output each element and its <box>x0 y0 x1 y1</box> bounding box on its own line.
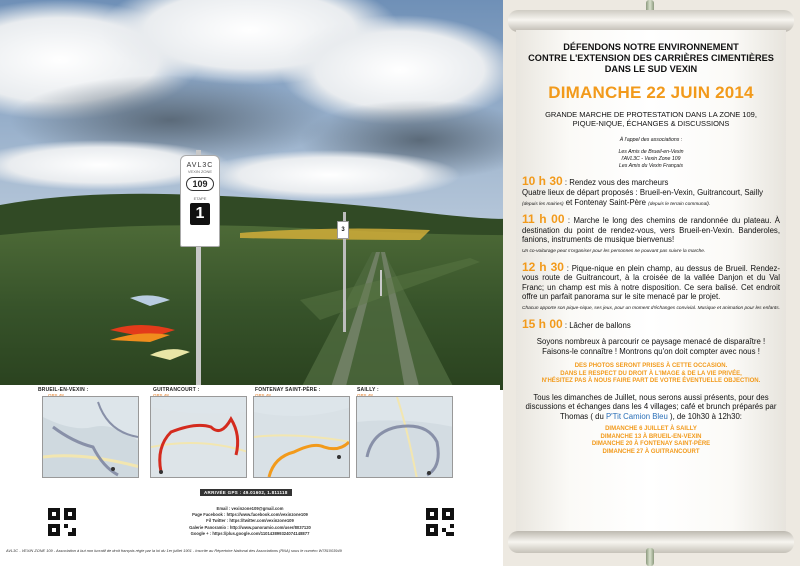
association-1: Les Amis de Brueil-en-Vexin <box>618 149 684 156</box>
text-1230-a: : Pique-nique en plein champ, au dessus de Brueil. Rendez-vous route de Guitrancourt, à la croisée de la vallée Danjon et du Val Franc; un champ est mis à notre disposition. Ce sera balisé. Cet endroit offre un parfait panorama sur le site menacé par le projet. <box>522 263 780 302</box>
sunday-text-a: Tous les dimanches de Juillet, nous serons aussi présents, pour des discussions et échanges dans les 4 villages; café et brunch préparés par Thomas ( du <box>525 392 777 421</box>
schedule-1100 <box>522 212 781 255</box>
heading-line-1: DÉFENDONS NOTRE ENVIRONNEMENT <box>563 42 739 52</box>
sunday-text-b: ), de 10h30 à 12h30: <box>667 411 742 421</box>
qr-code-right <box>426 508 454 536</box>
contact-list <box>120 506 380 537</box>
time-1030: 10 h 30 <box>522 174 563 189</box>
trail-marker-far: 3 <box>337 221 349 239</box>
map-label-brueil: BRUEIL-EN-VEXIN : <box>38 387 89 393</box>
heading-line-2: CONTRE L'EXTENSION DES CARRIÈRES CIMENTIÈRES <box>528 53 774 63</box>
map-sailly <box>356 396 453 478</box>
sunday-date-1: DIMANCHE 6 JUILLET À SAILLY <box>605 426 697 433</box>
contact-panoramio[interactable]: Galerie Panoramio : http://www.panoramio.com/user/8037120 <box>189 524 311 530</box>
photo-notice-2: DANS LE RESPECT DU DROIT À L'IMAGE & DE LA VIE PRIVÉE, <box>560 370 742 377</box>
photo-notice-3: N'HÉSITEZ PAS À NOUS FAIRE PART DE VOTRE ÉVENTUELLE OBJECTION. <box>541 378 761 385</box>
sunday-info <box>522 393 780 422</box>
marker-number: 109 <box>186 177 213 191</box>
map-fontenay-graphic <box>254 397 350 478</box>
association-2: l'AVL3C - Vexin Zone 109 <box>621 156 681 163</box>
contact-twitter[interactable]: Fil Twitter : https://twitter.com/vexinzone109 <box>206 518 294 524</box>
sunday-date-3: DIMANCHE 20 À FONTENAY SAINT-PÈRE <box>591 441 711 448</box>
time-1500: 15 h 00 <box>522 316 563 331</box>
photo-notice-1: DES PHOTOS SERONT PRISES À CETTE OCCASION. <box>574 363 728 370</box>
text-1230-b: Chacun apporte son pique-nique, ses jeux, pour un moment d'échanges convivial. Musique et animation pour les enfants. <box>522 305 780 311</box>
time-1230: 12 h 30 <box>522 259 564 274</box>
flyer-text <box>522 42 780 456</box>
marker-digit: 1 <box>190 203 210 225</box>
time-1100: 11 h 00 <box>522 212 565 227</box>
sunday-date-4: DIMANCHE 27 À GUITRANCOURT <box>602 448 700 455</box>
event-subtitle-2: PIQUE-NIQUE, ÉCHANGES & DISCUSSIONS <box>572 119 730 129</box>
text-1030-b: Quatre lieux de départ proposés : Brueil-en-Vexin, Guitrancourt, Sailly <box>522 188 763 197</box>
maps-section <box>0 385 500 566</box>
scroll-rod-top <box>508 10 794 32</box>
arrival-gps: ARRIVÉE GPS : 49.01602, 1.811118 <box>200 489 292 496</box>
text-1030-e: (depuis le terrain communal). <box>648 201 711 207</box>
text-1100-a: : Marche le long des chemins de randonnée du plateau. À destination du point de rendez-vous, vers Brueil-en-Vexin. Banderoles, fanions, instruments de musique bienvenus! <box>522 216 781 245</box>
text-1100-b: Un co-voiturage peut s'organiser pour les personnes ne pouvant pas suivre la marche. <box>522 248 706 254</box>
map-fontenay <box>253 396 350 478</box>
contact-email[interactable]: Email : vexinzone109@gmail.com <box>216 506 284 511</box>
trail-marker-post <box>180 155 220 247</box>
text-1030-c: (depuis les mairies) <box>522 201 564 207</box>
map-brueil-graphic <box>43 397 139 478</box>
text-1030-a: : Rendez vous des marcheurs <box>562 178 669 188</box>
map-guitrancourt <box>150 396 247 478</box>
marker-code: AVL3C <box>186 162 214 169</box>
map-label-fontenay: FONTENAY SAINT-PÈRE : <box>255 387 321 393</box>
legal-footer: AVL3C - VEXIN ZONE 109 - Association à but non lucratif de droit français régie par la loi du 1er juillet 1901 - Inscrite au Répertoire National des Associations (RNA) sous le numéro W781003949 <box>6 548 342 553</box>
map-guitrancourt-graphic <box>151 397 247 478</box>
event-subtitle <box>522 110 780 128</box>
marker-sub: VEXIN ZONE <box>187 169 213 174</box>
text-1500-a: : Lâcher de ballons <box>562 320 631 330</box>
text-1030-d: et Fontenay Saint-Père <box>563 197 649 207</box>
appel-title: À l'appel des associations : <box>619 137 683 144</box>
event-subtitle-1: GRANDE MARCHE DE PROTESTATION DANS LA ZONE 109, <box>545 110 757 119</box>
schedule-1230 <box>522 259 780 313</box>
event-date: DIMANCHE 22 JUIN 2014 <box>548 83 754 102</box>
map-label-sailly: SAILLY : <box>357 387 379 393</box>
map-sailly-graphic <box>357 397 453 478</box>
sunday-dates <box>522 426 780 456</box>
qr-code-left <box>48 508 76 536</box>
map-label-guitrancourt: GUITRANCOURT : <box>153 387 200 393</box>
heading-line-3: DANS LE SUD VEXIN <box>604 64 698 74</box>
schedule-1500 <box>522 316 780 331</box>
photo-notice <box>522 363 780 385</box>
contact-google[interactable]: Google + : https://plus.google.com/110143899324074148877 <box>190 530 310 536</box>
contact-facebook[interactable]: Page Facebook : https://www.facebook.com/vexinzone109 <box>192 512 308 518</box>
call-to-action: Soyons nombreux à parcourir ce paysage menacé de disparaître ! Faisons-le connaître ! Montrons qu'on doit compter avec nous ! <box>536 337 766 356</box>
map-brueil <box>42 396 139 478</box>
association-3: Les Amis du Vexin Français <box>619 163 683 170</box>
marker-step: ETAPE <box>193 196 207 201</box>
camion-bleu-link[interactable]: P'Tit Camion Bleu <box>605 411 668 421</box>
schedule-1030 <box>522 174 780 208</box>
sunday-date-2: DIMANCHE 13 À BRUEIL-EN-VEXIN <box>600 433 702 440</box>
scroll-pole-bottom <box>646 548 654 566</box>
